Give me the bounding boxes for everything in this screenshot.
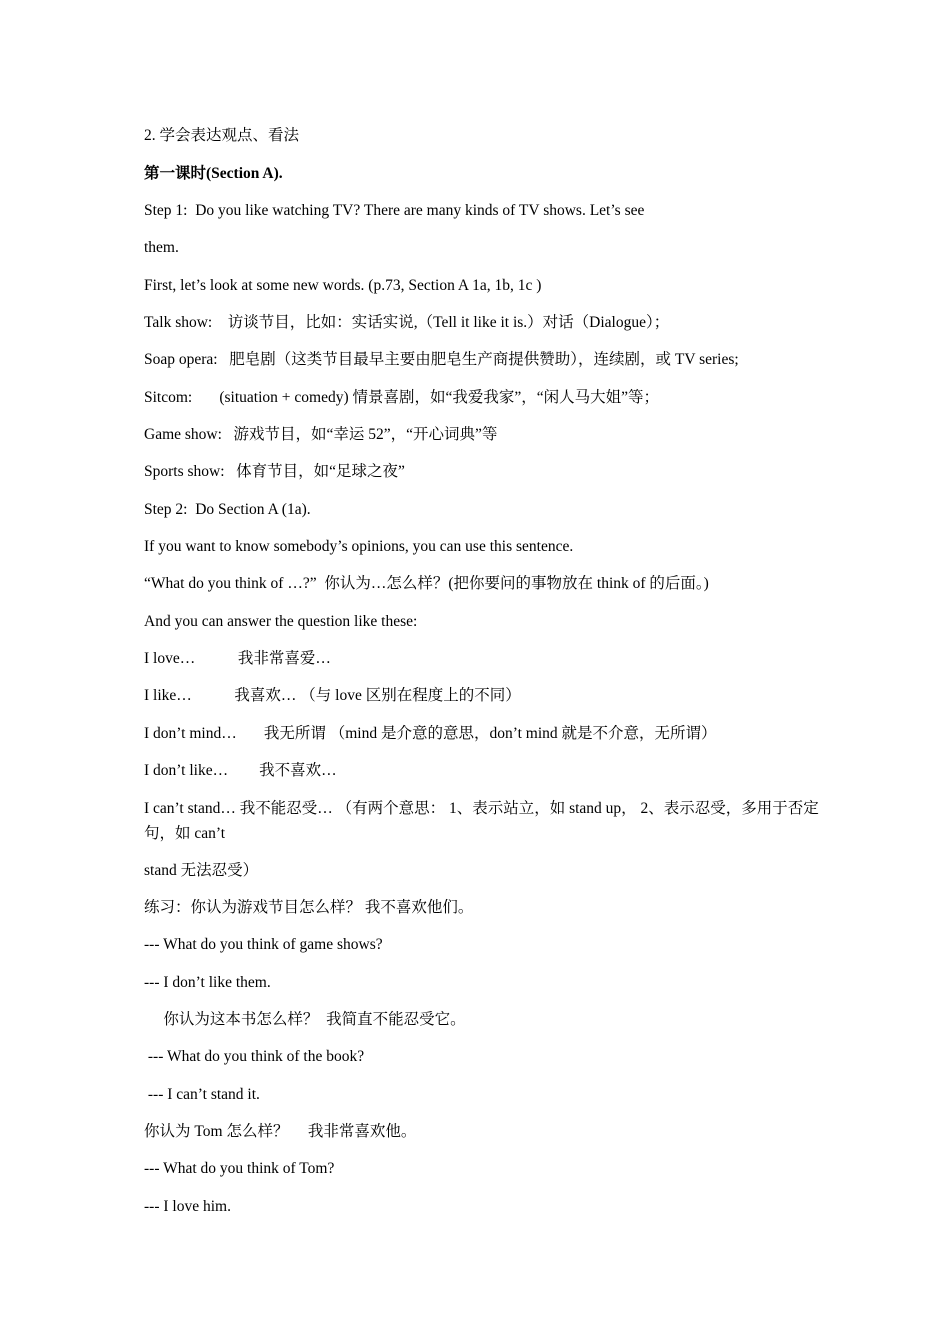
step1-text: Step 1: Do you like watching TV? There are many kinds of TV shows. Let’s see xyxy=(144,202,645,219)
answer-dont-like: I don’t like… 我不喜欢… xyxy=(144,762,337,779)
vocab-sports-show: Sports show: 体育节目，如“足球之夜” xyxy=(144,463,405,480)
answer-cant-stand: I can’t stand… 我不能忍受… （有两个意思： 1、表示站立，如 stand up， 2、表示忍受，多用于否定句，如 can’t xyxy=(144,800,819,842)
practice-heading: 练习：你认为游戏节目怎么样？ 我不喜欢他们。 xyxy=(144,899,474,916)
practice3-answer: --- I love him. xyxy=(144,1198,231,1215)
practice2-question: --- What do you think of the book? xyxy=(144,1048,365,1065)
answer-love: I love… 我非常喜爱… xyxy=(144,650,331,667)
step1-continuation: them. xyxy=(144,239,179,256)
section-heading: 2. 学会表达观点、看法 xyxy=(144,127,300,144)
practice2-prompt: 你认为这本书怎么样？ 我简直不能忍受它。 xyxy=(144,1011,466,1028)
answer-dont-mind: I don’t mind… 我无所谓 （mind 是介意的意思，don’t mind 就是不介意，无所谓） xyxy=(144,725,717,742)
answer-like: I like… 我喜欢… （与 love 区别在程度上的不同） xyxy=(144,687,521,704)
practice1-answer: --- I don’t like them. xyxy=(144,974,271,991)
practice3-question: --- What do you think of Tom? xyxy=(144,1160,335,1177)
question-pattern: “What do you think of …?” 你认为…怎么样？(把你要问的事物放在 think of 的后面。) xyxy=(144,575,709,592)
new-words-intro: First, let’s look at some new words. (p.73, Section A 1a, 1b, 1c ) xyxy=(144,277,542,294)
vocab-game-show: Game show: 游戏节目，如“幸运 52”，“开心词典”等 xyxy=(144,426,498,443)
vocab-soap-opera: Soap opera: 肥皂剧（这类节目最早主要由肥皂生产商提供赞助），连续剧，或 TV series; xyxy=(144,351,739,368)
lesson-title: 第一课时(Section A). xyxy=(144,165,283,182)
vocab-sitcom: Sitcom: (situation + comedy) 情景喜剧，如“我爱我家”，“闲人马大姐”等； xyxy=(144,389,660,406)
practice3-prompt: 你认为 Tom 怎么样？ 我非常喜欢他。 xyxy=(144,1123,417,1140)
answer-cant-stand-cont: stand 无法忍受） xyxy=(144,862,259,879)
practice1-question: --- What do you think of game shows? xyxy=(144,936,383,953)
vocab-talk-show: Talk show: 访谈节目，比如：实话实说,（Tell it like it is.）对话（Dialogue）； xyxy=(144,314,670,331)
step2-text: Step 2: Do Section A (1a). xyxy=(144,501,311,518)
practice2-answer: --- I can’t stand it. xyxy=(144,1086,260,1103)
answer-intro: And you can answer the question like these: xyxy=(144,613,418,630)
opinion-intro: If you want to know somebody’s opinions, you can use this sentence. xyxy=(144,538,574,555)
